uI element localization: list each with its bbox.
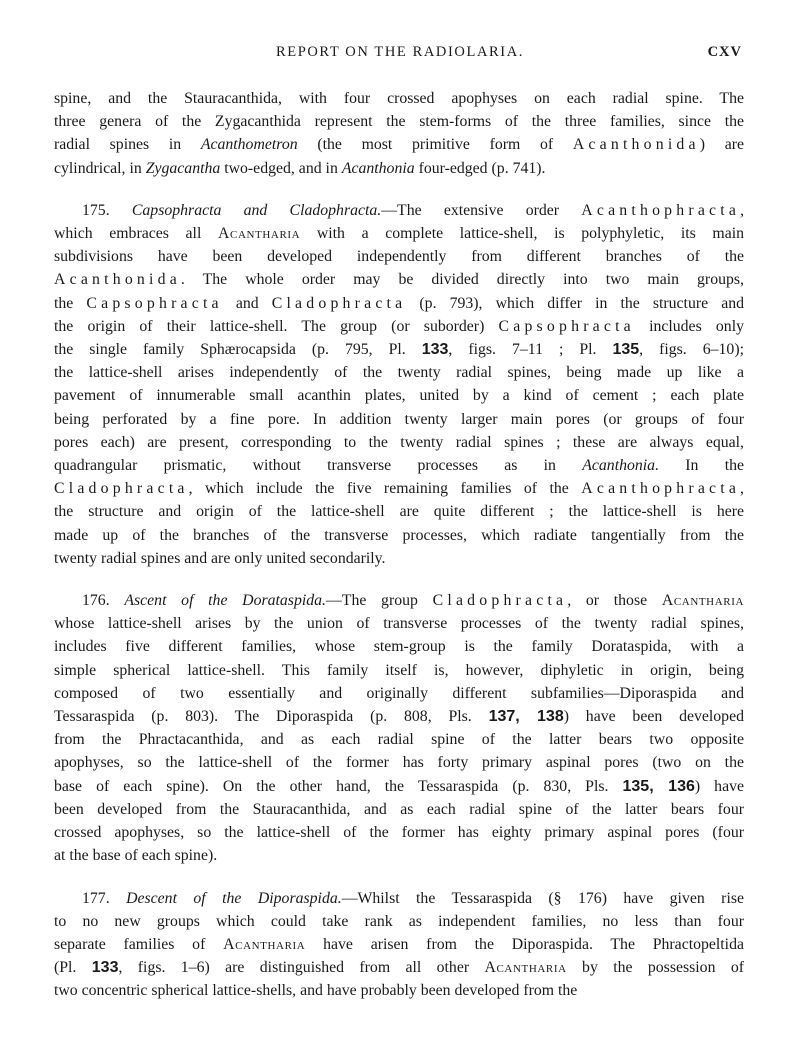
text-run: composed of two essentially and originally different subfamilies—Diporaspida and xyxy=(54,684,744,702)
text-line xyxy=(54,682,744,705)
italic-term: Acanthonia xyxy=(341,159,415,177)
text-run: 175. xyxy=(82,201,132,219)
spaced-taxon: Cladophracta xyxy=(271,294,407,312)
text-line xyxy=(54,454,744,477)
text-run: , xyxy=(740,201,745,219)
text-line xyxy=(54,245,744,268)
text-line xyxy=(54,775,744,798)
text-line xyxy=(54,933,744,956)
smallcaps-taxon: Acantharia xyxy=(661,592,745,610)
text-line xyxy=(54,431,744,454)
smallcaps-taxon: Acantharia xyxy=(484,959,567,977)
text-line xyxy=(54,315,744,338)
text-line xyxy=(54,659,744,682)
plate-number: 133 xyxy=(421,341,449,359)
smallcaps-taxon: Acantharia xyxy=(223,935,306,953)
text-line xyxy=(54,268,744,291)
text-line xyxy=(54,199,744,222)
text-run: Tessaraspida (p. 803). The Diporaspida (p. 808, Pls. xyxy=(54,708,489,726)
italic-term: Descent of the Diporaspida. xyxy=(126,889,342,907)
text-line xyxy=(54,956,744,979)
text-line xyxy=(54,361,744,384)
text-run: radial spines in xyxy=(54,136,201,154)
text-run: the xyxy=(54,294,87,312)
text-run: have arisen from the Diporaspida. The Phractopeltida xyxy=(305,935,744,953)
text-run: (Pl. xyxy=(54,959,92,977)
text-line xyxy=(54,751,744,774)
spaced-taxon: Cladophracta xyxy=(54,480,189,498)
text-line xyxy=(54,979,744,1002)
text-run: . The whole order may be divided directly into two main groups, xyxy=(180,271,744,289)
text-run: ) are xyxy=(699,136,744,154)
text-run: quadrangular prismatic, without transverse processes as in xyxy=(54,457,583,475)
text-run: the structure and origin of the lattice-shell are quite different ; the lattice-shell is here xyxy=(54,503,744,521)
text-line xyxy=(54,477,744,500)
plate-number: 135, 136 xyxy=(622,777,695,795)
text-run: separate families of xyxy=(54,935,224,953)
text-line xyxy=(54,821,744,844)
text-run: , which include the five remaining families of the xyxy=(188,480,582,498)
text-run: base of each spine). On the other hand, the Tessaraspida (p. 830, Pls. xyxy=(54,777,623,795)
spaced-taxon: Cladophracta xyxy=(432,592,568,610)
text-run: , figs. 7–11 ; Pl. xyxy=(448,341,613,359)
text-run: two concentric spherical lattice-shells, and have probably been developed from the xyxy=(54,982,578,1000)
text-line xyxy=(54,500,744,523)
text-run: four-edged (p. 741). xyxy=(414,159,546,177)
text-run: subdivisions have been developed independently from different branches of the xyxy=(54,248,744,266)
text-run: , figs. 6–10); xyxy=(639,341,744,359)
text-line xyxy=(54,910,744,933)
text-run: (p. 793), which differ in the structure and xyxy=(406,294,744,312)
text-line xyxy=(54,612,744,635)
paragraph-p175 xyxy=(54,199,744,570)
text-run: crossed apophyses, so the lattice-shell of the former has eighty primary aspinal pores (four xyxy=(54,824,744,842)
text-line xyxy=(54,844,744,867)
italic-term: Ascent of the Dorataspida. xyxy=(124,592,326,610)
text-line xyxy=(54,110,744,133)
text-run: with a complete lattice-shell, is polyphyletic, its main xyxy=(300,225,744,243)
text-line xyxy=(54,157,744,180)
text-line xyxy=(54,87,744,110)
text-run: , or those xyxy=(567,592,662,610)
text-run: three genera of the Zygacanthida represent the stem-forms of the three families, since the xyxy=(54,113,744,131)
text-line xyxy=(54,524,744,547)
text-line xyxy=(54,635,744,658)
spaced-taxon: Capsophracta xyxy=(86,294,223,312)
text-run: ) have been developed xyxy=(563,708,744,726)
spaced-taxon: Acanthophracta xyxy=(581,480,741,498)
text-run: —Whilst the Tessaraspida (§ 176) have given rise xyxy=(341,889,744,907)
text-run: which embraces all xyxy=(54,225,218,243)
text-line xyxy=(54,589,744,612)
text-run: and xyxy=(222,294,272,312)
text-run: cylindrical, in xyxy=(54,159,146,177)
text-run: ) have xyxy=(694,777,744,795)
text-line xyxy=(54,728,744,751)
paragraph-p-intro xyxy=(54,87,744,180)
text-run: being perforated by a fine pore. In addition twenty larger main pores (or groups of four xyxy=(54,410,744,428)
page-number: CXV xyxy=(707,44,742,60)
text-run: 177. xyxy=(82,889,127,907)
text-line xyxy=(54,222,744,245)
text-line xyxy=(54,887,744,910)
text-run: includes only xyxy=(634,317,744,335)
text-run: pores each) are present, corresponding to the twenty radial spines ; these are always equal, xyxy=(54,433,744,451)
text-line xyxy=(54,798,744,821)
text-run: the single family Sphærocapsida (p. 795, Pl. xyxy=(54,341,422,359)
text-run: In the xyxy=(659,457,745,475)
italic-term: Acanthometron xyxy=(200,136,298,154)
text-run: by the possession of xyxy=(566,959,744,977)
text-run: whose lattice-shell arises by the union of transverse processes of the twenty radial spines, xyxy=(54,615,744,633)
spaced-taxon: Acanthonida xyxy=(572,136,700,154)
paragraph-gap xyxy=(54,868,744,887)
smallcaps-taxon: Acantharia xyxy=(218,225,301,243)
text-run: made up of the branches of the transverse processes, which radiate tangentially from the xyxy=(54,526,744,544)
paragraph-p177 xyxy=(54,887,744,1003)
text-line xyxy=(54,133,744,156)
text-run: , xyxy=(740,480,744,498)
text-line xyxy=(54,547,744,570)
text-run: (the most primitive form of xyxy=(297,136,573,154)
text-run: apophyses, so the lattice-shell of the former has forty primary aspinal pores (two on the xyxy=(54,754,744,772)
text-line xyxy=(54,292,744,315)
text-run: at the base of each spine). xyxy=(54,847,218,865)
text-run: two-edged, and in xyxy=(220,159,342,177)
plate-number: 137, 138 xyxy=(488,708,564,726)
text-run: from the Phractacanthida, and as each radial spine of the latter bears two opposite xyxy=(54,731,744,749)
text-run: the lattice-shell arises independently of the twenty radial spines, being made up like a xyxy=(54,364,744,382)
text-body xyxy=(54,87,744,1003)
text-run: —The group xyxy=(326,592,433,610)
running-head: REPORT ON THE RADIOLARIA. xyxy=(275,44,525,60)
text-line xyxy=(54,384,744,407)
text-run: to no new groups which could take rank as independent families, no less than four xyxy=(54,912,744,930)
spaced-taxon: Acanthonida xyxy=(54,271,181,289)
text-run: been developed from the Stauracanthida, and as each radial spine of the latter bears four xyxy=(54,800,744,818)
paragraph-gap xyxy=(54,180,744,199)
italic-term: Zygacantha xyxy=(145,159,221,177)
paragraph-gap xyxy=(54,570,744,589)
spaced-taxon: Capsophracta xyxy=(498,317,635,335)
text-run: twenty radial spines and are only united secondarily. xyxy=(54,549,386,567)
text-run: , figs. 1–6) are distinguished from all other xyxy=(118,959,485,977)
plate-number: 133 xyxy=(91,959,119,977)
text-run: spine, and the Stauracanthida, with four crossed apophyses on each radial spine. The xyxy=(54,90,744,107)
text-line xyxy=(54,705,744,728)
text-run: the origin of their lattice-shell. The group (or suborder) xyxy=(54,317,499,335)
text-run: —The extensive order xyxy=(381,201,582,219)
italic-term: Acanthonia. xyxy=(582,457,660,475)
page-header xyxy=(0,44,800,68)
text-run: pavement of innumerable small acanthin plates, united by a kind of cement ; each plate xyxy=(54,387,744,405)
text-run: 176. xyxy=(82,592,125,610)
spaced-taxon: Acanthophracta xyxy=(581,201,741,219)
plate-number: 135 xyxy=(612,341,640,359)
text-run: includes five different families, whose stem-group is the family Dorataspida, with a xyxy=(54,638,744,656)
text-line xyxy=(54,338,744,361)
italic-term: Capsophracta and Cladophracta. xyxy=(131,201,382,219)
text-run: simple spherical lattice-shell. This family itself is, however, diphyletic in origin, being xyxy=(54,661,744,679)
paragraph-p176 xyxy=(54,589,744,867)
text-line xyxy=(54,408,744,431)
